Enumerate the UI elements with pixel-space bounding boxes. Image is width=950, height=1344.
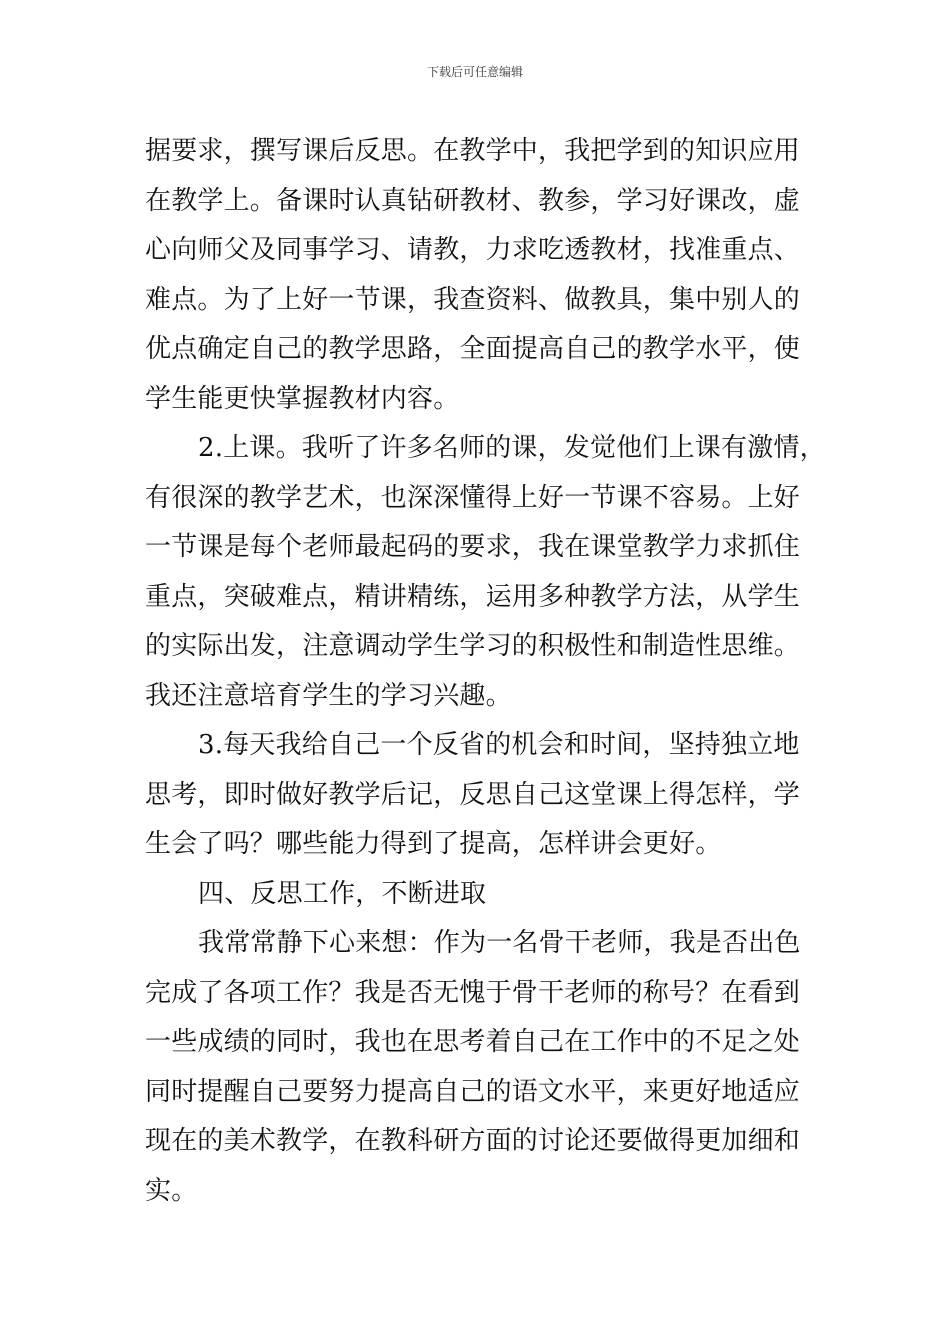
section-heading: 四、反思工作，不断进取	[198, 878, 487, 909]
text-line: 据要求，撰写课后反思。在教学中，我把学到的知识应用	[145, 136, 801, 166]
text-line: 学生能更快掌握教材内容。	[145, 383, 460, 414]
document-body	[145, 127, 835, 1216]
text-line: 重点，突破难点，精讲精练，运用多种教学方法，从学生	[145, 581, 801, 612]
text-line: 的实际出发，注意调动学生学习的积极性和制造性思维。	[145, 631, 801, 661]
text-line: 生会了吗？哪些能力得到了提高，怎样讲会更好。	[145, 829, 722, 859]
paragraph-start-line: 我常常静下心来想：作为一名骨干老师，我是否出色	[198, 928, 801, 958]
text-line: 一节课是每个老师最起码的要求，我在课堂教学力求抓住	[145, 532, 801, 562]
text-line: 难点。为了上好一节课，我查资料、做教具，集中别人的	[145, 284, 801, 315]
text-line: 优点确定自己的教学思路，全面提高自己的教学水平，使	[145, 334, 801, 364]
text-line: 在教学上。备课时认真钻研教材、教参，学习好课改，虚	[145, 185, 801, 216]
paragraph-start-line: 3.每天我给自己一个反省的机会和时间，坚持独立地	[198, 730, 800, 760]
page-header: 下载后可任意编辑	[426, 65, 523, 79]
text-line: 心向师父及同事学习、请教，力求吃透教材，找准重点、	[145, 235, 801, 265]
text-line: 我还注意培育学生的学习兴趣。	[145, 680, 512, 711]
text-line: 一些成绩的同时，我也在思考着自己在工作中的不足之处	[145, 1027, 801, 1057]
text-line: 思考，即时做好教学后记，反思自己这堂课上得怎样，学	[145, 779, 801, 810]
paragraph-start-line: 2.上课。我听了许多名师的课，发觉他们上课有激情，	[198, 433, 826, 463]
text-line: 完成了各项工作？我是否无愧于骨干老师的称号？在看到	[145, 977, 801, 1008]
text-line: 现在的美术教学，在教科研方面的讨论还要做得更加细和	[145, 1126, 801, 1156]
text-line: 实。	[145, 1175, 198, 1206]
text-line: 同时提醒自己要努力提高自己的语文水平，来更好地适应	[145, 1076, 801, 1107]
text-line: 有很深的教学艺术，也深深懂得上好一节课不容易。上好	[145, 482, 801, 513]
